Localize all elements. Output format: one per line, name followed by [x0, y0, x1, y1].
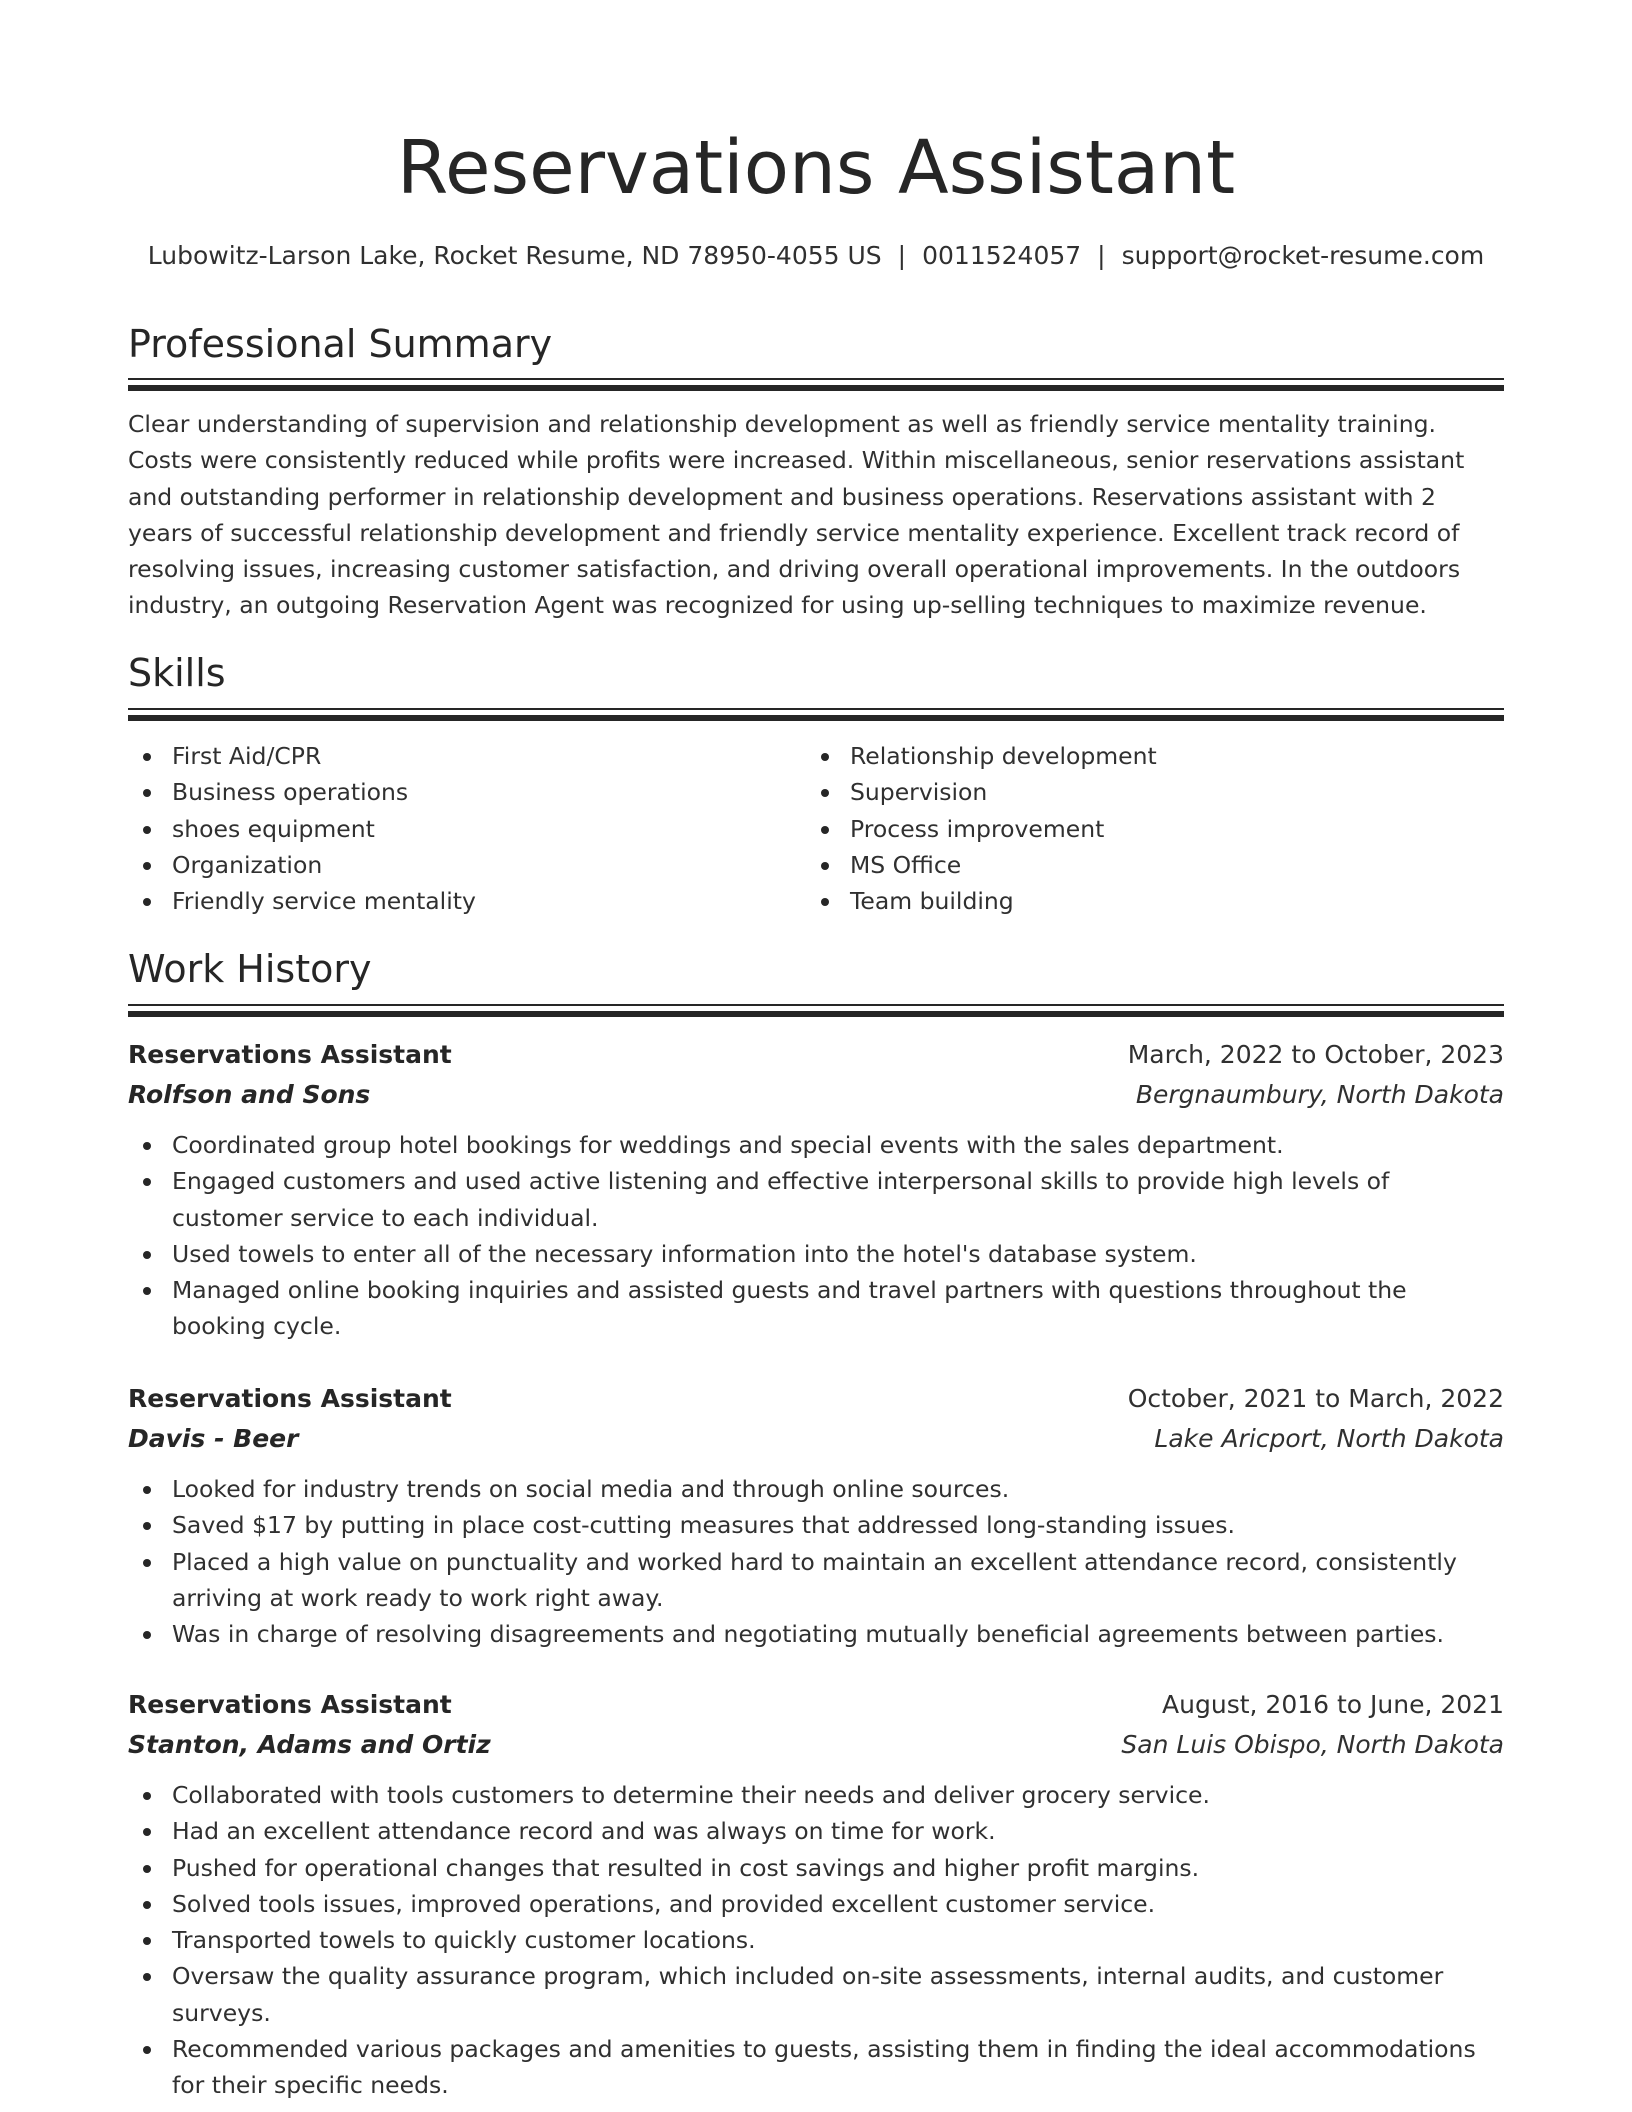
job-title: Reservations Assistant — [128, 1040, 452, 1069]
contact-line — [128, 236, 1504, 276]
skill-item: Friendly service mentality — [172, 883, 806, 919]
job-title: Reservations Assistant — [128, 1384, 452, 1413]
job-entry — [128, 1035, 1504, 1345]
job-dates: October, 2021 to March, 2022 — [1127, 1384, 1504, 1413]
job-bullet: Transported towels to quickly customer locations. — [172, 1922, 1504, 1958]
skill-item: Process improvement — [850, 811, 1484, 847]
job-bullets — [128, 1127, 1504, 1345]
skill-item: Supervision — [850, 774, 1484, 810]
section-divider — [128, 708, 1504, 720]
job-bullets — [128, 1777, 1504, 2104]
job-bullet: Solved tools issues, improved operations, and provided excellent customer service. — [172, 1886, 1504, 1922]
contact-address: Lubowitz-Larson Lake, Rocket Resume, ND 78950-4055 US — [147, 241, 882, 270]
job-company: Rolfson and Sons — [128, 1080, 371, 1109]
job-bullet: Saved $17 by putting in place cost-cutting measures that addressed long-standing issues. — [172, 1507, 1504, 1543]
resume-name: Reservations Assistant — [396, 125, 1236, 211]
section-title-work-history: Work History — [128, 947, 372, 991]
job-dates: March, 2022 to October, 2023 — [1127, 1040, 1504, 1069]
job-bullet: Looked for industry trends on social media and through online sources. — [172, 1471, 1504, 1507]
contact-phone: 0011524057 — [922, 241, 1082, 270]
skills-list — [128, 738, 1504, 919]
job-bullet: Had an excellent attendance record and was always on time for work. — [172, 1813, 1504, 1849]
job-bullet: Managed online booking inquiries and assisted guests and travel partners with questions throughout the booking cycle. — [172, 1272, 1504, 1345]
contact-separator: | — [897, 241, 907, 270]
skill-item: Business operations — [172, 774, 806, 810]
skills-column-left — [128, 738, 806, 919]
job-bullet: Placed a high value on punctuality and worked hard to maintain an excellent attendance record, consistently arriving at work ready to work right away. — [172, 1544, 1504, 1617]
skill-item: Relationship development — [850, 738, 1484, 774]
skill-item: shoes equipment — [172, 811, 806, 847]
skill-item: Organization — [172, 847, 806, 883]
job-bullets — [128, 1471, 1504, 1652]
job-bullet: Engaged customers and used active listening and effective interpersonal skills to provide high levels of customer service to each individual. — [172, 1163, 1504, 1236]
section-divider — [128, 378, 1504, 390]
job-entry — [128, 1379, 1504, 1652]
section-title-summary: Professional Summary — [128, 322, 553, 366]
job-bullet: Used towels to enter all of the necessary information into the hotel's database system. — [172, 1236, 1504, 1272]
job-bullet: Recommended various packages and amenities to guests, assisting them in finding the ideal accommodations for their specific needs. — [172, 2031, 1504, 2104]
job-dates: August, 2016 to June, 2021 — [1162, 1690, 1504, 1719]
skills-column-right — [806, 738, 1484, 919]
job-location: San Luis Obispo, North Dakota — [1121, 1730, 1504, 1759]
skill-item: First Aid/CPR — [172, 738, 806, 774]
summary-text: Clear understanding of supervision and relationship development as well as friendly service mentality training. Costs were consistently reduced while profits were increased. Within miscellaneous, senior reservations assistant and outstanding performer in relationship development and business operations. Reservations assistant with 2 years of successful relationship development and friendly service mentality experience. Excellent track record of resolving issues, increasing customer satisfaction, and driving overall operational improvements. In the outdoors industry, an outgoing Reservation Agent was recognized for using up-selling techniques to maximize revenue. — [128, 410, 1465, 620]
job-bullet: Coordinated group hotel bookings for weddings and special events with the sales department. — [172, 1127, 1504, 1163]
job-bullet: Collaborated with tools customers to determine their needs and deliver grocery service. — [172, 1777, 1504, 1813]
contact-email[interactable]: support@rocket-resume.com — [1121, 241, 1485, 270]
section-divider — [128, 1004, 1504, 1016]
job-company: Stanton, Adams and Ortiz — [128, 1730, 491, 1759]
skill-item: MS Office — [850, 847, 1484, 883]
job-title: Reservations Assistant — [128, 1690, 452, 1719]
job-bullet: Pushed for operational changes that resulted in cost savings and higher profit margins. — [172, 1850, 1504, 1886]
job-bullet: Was in charge of resolving disagreements and negotiating mutually beneficial agreements between parties. — [172, 1616, 1504, 1652]
contact-separator: | — [1097, 241, 1106, 270]
job-bullet: Oversaw the quality assurance program, which included on-site assessments, internal audits, and customer surveys. — [172, 1958, 1504, 2031]
skill-item: Team building — [850, 883, 1484, 919]
job-location: Bergnaumbury, North Dakota — [1135, 1080, 1504, 1109]
job-company: Davis - Beer — [128, 1424, 299, 1453]
job-location: Lake Aricport, North Dakota — [1154, 1424, 1504, 1453]
section-title-skills: Skills — [128, 651, 226, 695]
job-entry — [128, 1685, 1504, 2104]
